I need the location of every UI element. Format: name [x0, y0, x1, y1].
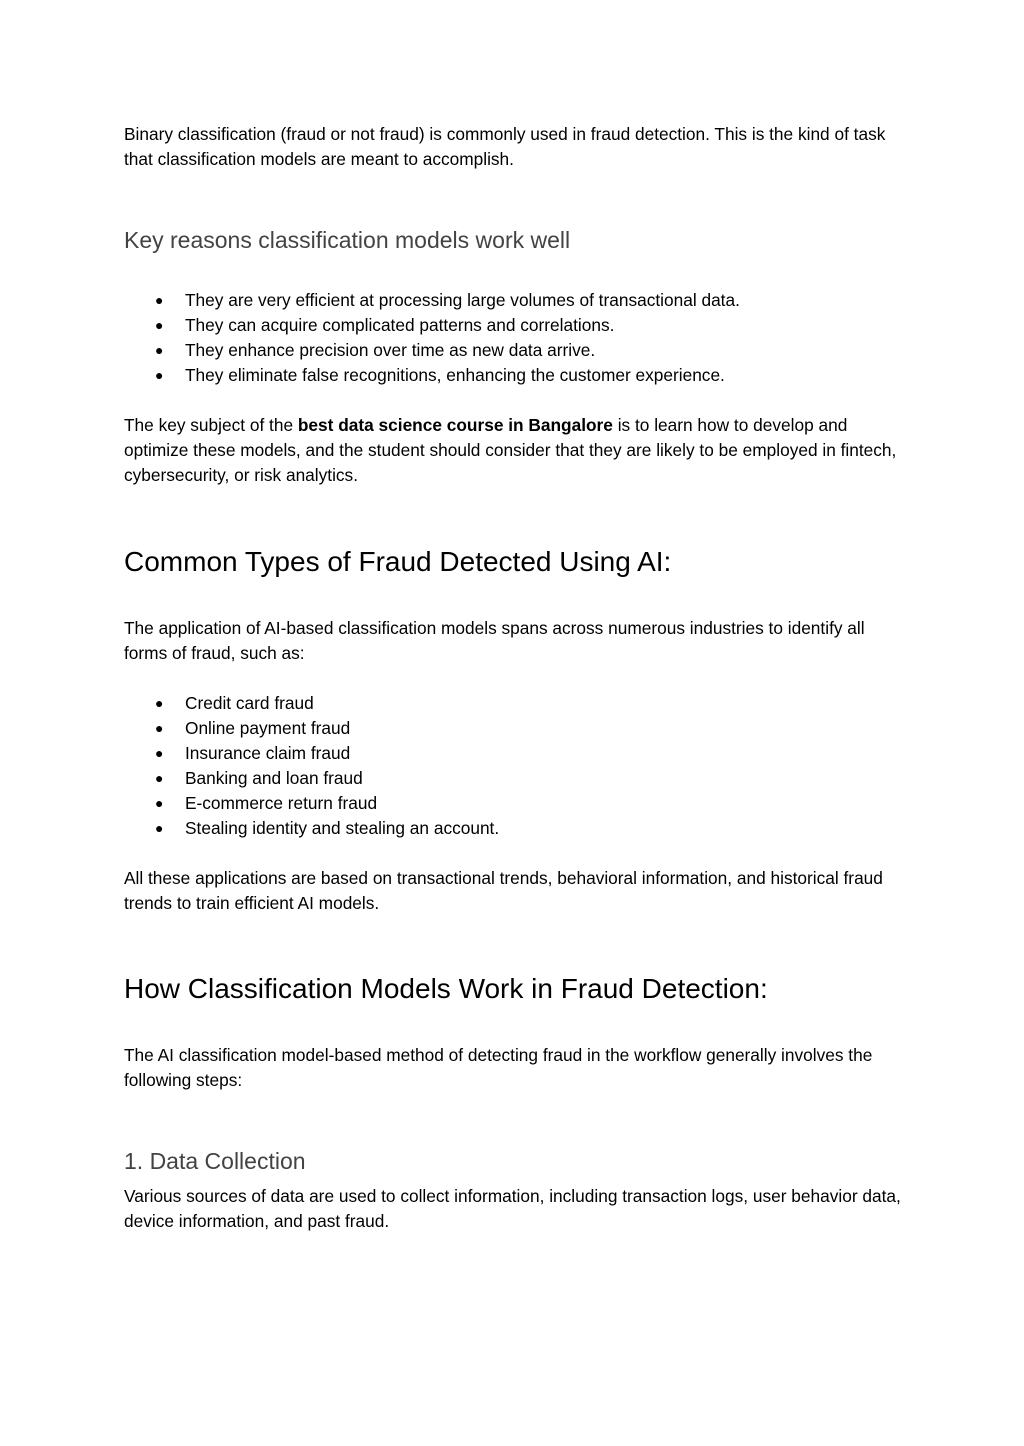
bullet-icon: ●	[155, 695, 164, 711]
bullet-icon: ●	[155, 720, 164, 736]
step1-paragraph: Various sources of data are used to collect information, including transaction logs, user behavior data, device information, and past fraud.	[124, 1186, 901, 1231]
fraud-types-intro: The application of AI-based classification models spans across numerous industries to identify all forms of fraud, such as:	[124, 618, 865, 663]
how-it-works-intro: The AI classification model-based method of detecting fraud in the workflow generally involves the following steps:	[124, 1045, 873, 1090]
bullet-icon: ●	[155, 292, 164, 308]
fraud-types-heading: Common Types of Fraud Detected Using AI:	[124, 546, 672, 577]
list-item: ● They are very efficient at processing large volumes of transactional data.	[124, 288, 904, 313]
bullet-icon: ●	[155, 795, 164, 811]
how-it-works-heading: How Classification Models Work in Fraud Detection:	[124, 973, 768, 1004]
key-reasons-heading: Key reasons classification models work well	[124, 227, 571, 253]
list-item: ● Online payment fraud	[124, 716, 904, 741]
course-highlight: best data science course in Bangalore	[297, 415, 613, 435]
list-item: ● They enhance precision over time as new data arrive.	[124, 338, 904, 363]
list-item: ● Banking and loan fraud	[124, 766, 904, 791]
bullet-icon: ●	[155, 342, 164, 358]
key-reasons-list	[124, 288, 904, 388]
bullet-icon: ●	[155, 745, 164, 761]
bullet-icon: ●	[155, 770, 164, 786]
step1-heading: 1. Data Collection	[124, 1148, 306, 1174]
list-item: ● Credit card fraud	[124, 691, 904, 716]
list-item: ● Insurance claim fraud	[124, 741, 904, 766]
bullet-icon: ●	[155, 317, 164, 333]
course-paragraph: The key subject of the best data science course in Bangalore is to learn how to develop and optimize these models, and the student should consider that they are likely to be employed in fintech, cybersecurity, or risk analytics.	[124, 415, 897, 485]
intro-paragraph: Binary classification (fraud or not fraud) is commonly used in fraud detection. This is the kind of task that classification models are meant to accomplish.	[124, 124, 886, 169]
fraud-types-list	[124, 691, 904, 841]
list-item: ● E-commerce return fraud	[124, 791, 904, 816]
list-item: ● Stealing identity and stealing an account.	[124, 816, 904, 841]
list-item: ● They can acquire complicated patterns and correlations.	[124, 313, 904, 338]
bullet-icon: ●	[155, 820, 164, 836]
fraud-types-outro: All these applications are based on transactional trends, behavioral information, and historical fraud trends to train efficient AI models.	[124, 868, 883, 913]
bullet-icon: ●	[155, 367, 164, 383]
list-item: ● They eliminate false recognitions, enhancing the customer experience.	[124, 363, 904, 388]
